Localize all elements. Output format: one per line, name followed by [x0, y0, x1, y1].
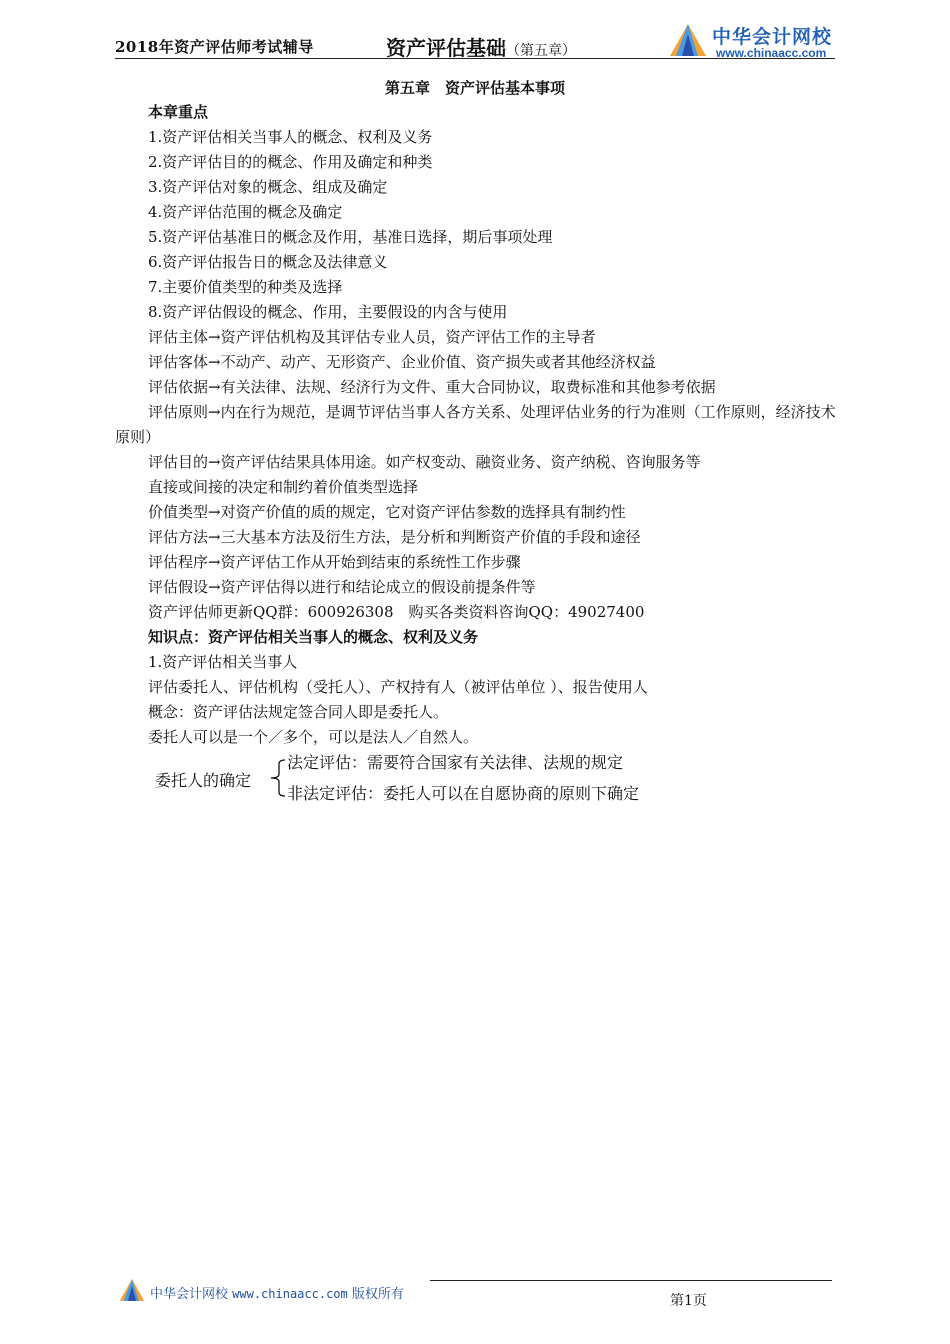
- text-line: 评估客体→不动产、动产、无形资产、企业价值、资产损失或者其他经济权益: [148, 353, 656, 371]
- section-heading: 本章重点: [148, 103, 209, 121]
- text-line: 评估目的→资产评估结果具体用途。如产权变动、融资业务、资产纳税、咨询服务等: [148, 453, 701, 471]
- diagram-branch-statutory: 法定评估：需要符合国家有关法律、法规的规定: [287, 753, 624, 772]
- logo-url-text: www.chinaacc.com: [716, 46, 827, 60]
- text-line: 直接或间接的决定和制约着价值类型选择: [148, 478, 419, 496]
- text-line: 价值类型→对资产价值的质的规定，它对资产评估参数的选择具有制约性: [148, 503, 626, 521]
- text-line: 7.主要价值类型的种类及选择: [148, 278, 343, 296]
- text-line: 评估方法→三大基本方法及衍生方法，是分析和判断资产价值的手段和途径: [148, 528, 641, 546]
- text-line: 3.资产评估对象的概念、组成及确定: [148, 178, 388, 196]
- text-line: 6.资产评估报告日的概念及法律意义: [148, 253, 388, 271]
- text-paragraph: 评估原则→内在行为规范，是调节评估当事人各方关系、处理评估业务的行为准则（工作原则，经济技术原则）: [115, 403, 836, 446]
- text-line: 概念：资产评估法规定签合同人即是委托人。: [148, 703, 449, 721]
- diagram-root-label: 委托人的确定: [155, 771, 252, 790]
- chinaacc-logo: [666, 20, 846, 60]
- text-line: 1.资产评估相关当事人的概念、权利及义务: [148, 128, 433, 146]
- footer-logo-icon: [117, 1276, 147, 1304]
- text-line: 评估程序→资产评估工作从开始到结束的系统性工作步骤: [148, 553, 521, 571]
- text-line: 评估假设→资产评估得以进行和结论成立的假设前提条件等: [148, 578, 536, 596]
- diagram-branch-non-statutory: 非法定评估：委托人可以在自愿协商的原则下确定: [287, 784, 640, 803]
- chapter-title: 第五章 资产评估基本事项: [384, 79, 565, 97]
- footer-brand: 中华会计网校: [150, 1287, 229, 1302]
- footer-url: www.chinaacc.com: [232, 1287, 348, 1301]
- text-line: 1.资产评估相关当事人: [148, 653, 298, 671]
- footer-copyright: [150, 1283, 404, 1302]
- brace-icon: [265, 748, 289, 806]
- header-exam-title: 2018年资产评估师考试辅导: [115, 38, 314, 56]
- text-line: 2.资产评估目的的概念、作用及确定和种类: [148, 153, 433, 171]
- logo-triangle-icon: [666, 20, 710, 60]
- chapter-subtitle: （第五章）: [506, 43, 576, 59]
- header-divider: [115, 58, 835, 59]
- footer-rights: 版权所有: [351, 1287, 404, 1302]
- footer-divider: [430, 1280, 832, 1281]
- qq-contact-line: 资产评估师更新QQ群：600926308 购买各类资料咨询QQ：49027400: [148, 603, 645, 621]
- document-body: [115, 100, 837, 750]
- text-line: 5.资产评估基准日的概念及作用，基准日选择，期后事项处理: [148, 228, 553, 246]
- text-line: 委托人可以是一个／多个，可以是法人／自然人。: [148, 728, 479, 746]
- text-line: 评估主体→资产评估机构及其评估专业人员，资产评估工作的主导者: [148, 328, 596, 346]
- client-determination-diagram: [155, 748, 715, 806]
- book-title: 资产评估基础: [386, 36, 506, 60]
- text-line: 8.资产评估假设的概念、作用，主要假设的内含与使用: [148, 303, 508, 321]
- header-book-title: [386, 32, 576, 61]
- text-line: 评估委托人、评估机构（受托人）、产权持有人（被评估单位 ）、报告使用人: [148, 678, 648, 696]
- text-line: 4.资产评估范围的概念及确定: [148, 203, 343, 221]
- knowledge-point-heading: 知识点：资产评估相关当事人的概念、权利及义务: [148, 628, 479, 646]
- logo-brand-text: 中华会计网校: [712, 26, 833, 48]
- page-number: 第1页: [670, 1293, 707, 1309]
- text-line: 评估依据→有关法律、法规、经济行为文件、重大合同协议，取费标准和其他参考依据: [148, 378, 716, 396]
